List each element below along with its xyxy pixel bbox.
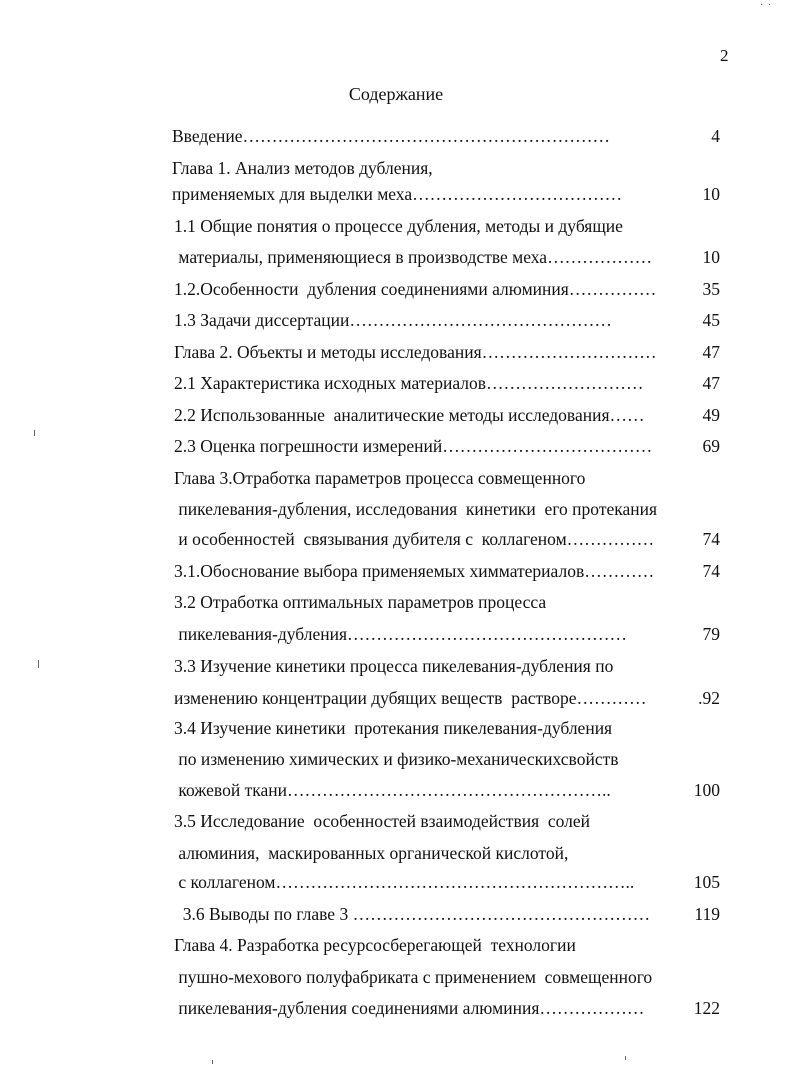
toc-entry-page: 119 [694,904,720,924]
toc-entry-text: с коллагеном…………………………………………………….. [174,872,635,892]
toc-entry-page: 74 [702,561,720,581]
toc-entry-page: 100 [693,780,720,800]
toc-entry-text: 2.3 Оценка погрешности измерений……………………………… [174,436,653,456]
toc-entry-page: 45 [702,310,720,330]
toc-entry-page: 47 [702,342,720,362]
toc-entry-page: 79 [702,624,720,644]
toc-entry-page: 35 [702,279,720,299]
toc-entry-text: 1.2.Особенности дубления соединениями алюминия…………… [174,279,657,299]
toc-entry-page: .92 [698,688,720,708]
toc-entry-text: алюминия, маскированных органической кислотой, [174,843,569,863]
toc-entry-text: 1.3 Задачи диссертации……………………………………… [174,310,612,330]
toc-entry-page: 4 [711,126,720,146]
toc-entry-text: 2.1 Характеристика исходных материалов……………………… [174,373,644,393]
toc-entry-text: Глава 3.Отработка параметров процесса совмещенного [174,468,586,488]
page-number: 2 [720,46,729,65]
scan-speck [212,1060,213,1064]
toc-entry-text: и особенностей связывания дубителя с коллагеном…………… [174,529,655,549]
toc-entry-text: применяемых для выделки меха……………………………… [172,184,623,204]
toc-entry-text: 1.1 Общие понятия о процессе дубления, методы и дубящие [174,216,623,236]
toc-entry-text: Введение……………………………………………………… [172,126,611,146]
toc-entry-text: 3.4 Изучение кинетики протекания пикелевания-дубления [174,718,613,738]
page-title: Содержание [348,84,444,104]
toc-entry-text: 3.1.Обоснование выбора применяемых химматериалов………… [174,561,655,581]
toc-entry-page: 10 [702,247,720,267]
toc-entry-page: 47 [702,373,720,393]
toc-entry-text: изменению концентрации дубящих веществ растворе………… [174,688,647,708]
toc-entry-page: 10 [702,184,720,204]
toc-entry-page: 74 [702,529,720,549]
toc-entry-text: 2.2 Использованные аналитические методы исследования…… [174,405,645,425]
toc-entry-text: 3.2 Отработка оптимальных параметров процесса [174,592,547,612]
toc-entry-text: материалы, применяющиеся в производстве меха……………… [174,247,653,267]
toc-entry-text: пикелевания-дубления………………………………………… [174,624,628,644]
toc-entry-text: пикелевания-дубления соединениями алюминия……………… [174,998,645,1018]
toc-entry-text: 3.3 Изучение кинетики процесса пикелевания-дубления по [174,656,614,676]
toc-entry-text: Глава 1. Анализ методов дубления, [172,158,433,178]
toc-entry-page: 122 [693,998,720,1018]
toc-entry-text: Глава 4. Разработка ресурсосберегающей технологии [174,935,576,955]
scan-speck [34,430,35,436]
scan-speck [625,1056,626,1060]
scan-corner-mark: · · [760,0,773,11]
scan-speck [38,660,39,668]
toc-entry-text: 3.6 Выводы по главе 3 …………………………………………… [174,904,651,924]
toc-entry-page: 69 [702,436,720,456]
toc-entry-text: по изменению химических и физико-механическихсвойств [174,749,619,769]
toc-entry-text: 3.5 Исследование особенностей взаимодействия солей [174,811,591,831]
toc-entry-text: кожевой ткани……………………………………………….. [174,780,611,800]
toc-entry-text: Глава 2. Объекты и методы исследования………………………… [174,342,657,362]
toc-entry-page: 105 [693,872,720,892]
toc-entry-page: 49 [702,405,720,425]
toc-entry-text: пикелевания-дубления, исследования кинетики его протекания [174,499,658,519]
toc-entry-text: пушно-мехового полуфабриката с применением совмещенного [174,967,653,987]
